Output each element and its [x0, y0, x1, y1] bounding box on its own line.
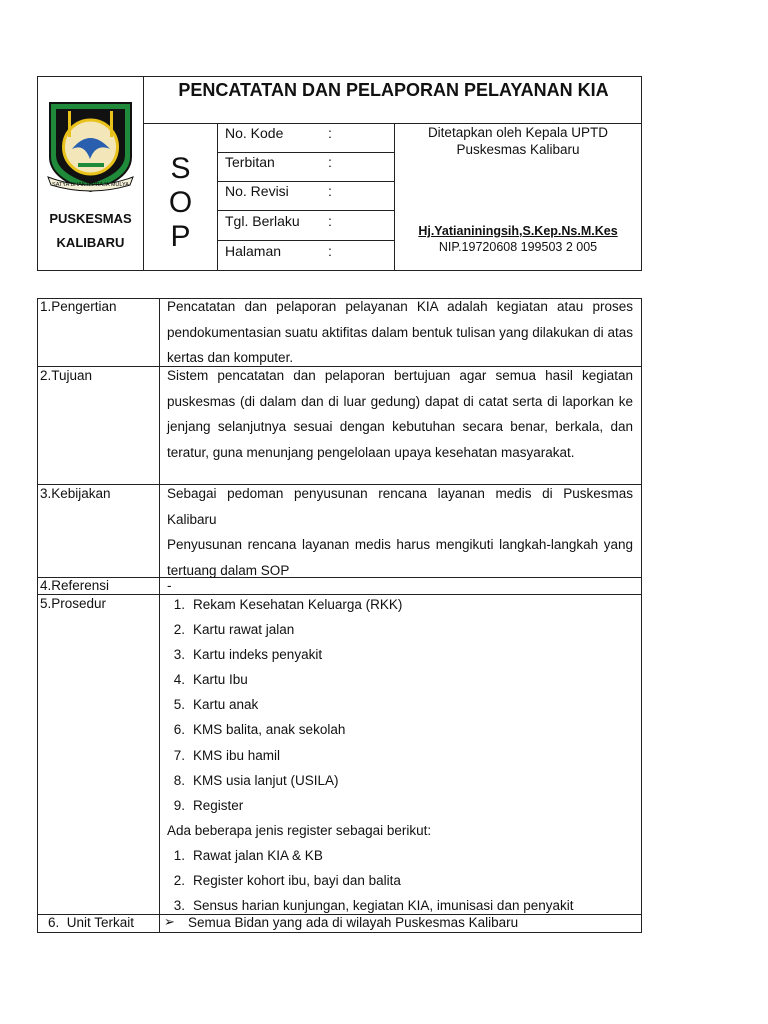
row-label-prosedur: 5.Prosedur: [40, 596, 107, 611]
field-label-tgl-berlaku: Tgl. Berlaku: [225, 213, 300, 229]
arrow-bullet-icon: ➢: [164, 914, 175, 929]
list-item: 1. Rawat jalan KIA & KB: [173, 847, 323, 863]
logo-motto: SATYA BHAKTI PRAJA MULYA: [52, 182, 129, 188]
row-text-kebijakan-2: Penyusunan rencana layanan medis harus mengikuti langkah-langkah yang tertuang dalam SOP: [167, 537, 633, 578]
list-item: 1. Rekam Kesehatan Keluarga (RKK): [173, 597, 403, 612]
row-label-pengertian: 1.Pengertian: [40, 299, 117, 314]
list-item: 3. Kartu indeks penyakit: [173, 647, 323, 663]
signatory-name: Hj.Yatianiningsih,S.Kep.Ns.M.Kes: [418, 224, 618, 238]
row-text-pengertian: Pencatatan dan pelaporan pelayanan KIA adalah kegiatan atau proses pendokumentasian suatu aktifitas dalam bentuk tulisan yang dilakukan di atas kertas dan komputer.: [167, 299, 633, 365]
sop-letter-p: P: [170, 220, 191, 253]
register-intro: Ada beberapa jenis register sebagai berikut:: [167, 822, 432, 838]
sop-letter-o: O: [168, 186, 193, 219]
field-colon: :: [328, 125, 332, 141]
org-name-line2: KALIBARU: [56, 235, 125, 250]
sop-letters: [144, 152, 217, 254]
field-colon: :: [328, 243, 332, 259]
row-text-tujuan: Sistem pencatatan dan pelaporan bertujuan agar semua hasil kegiatan puskesmas (di dalam dan di luar gedung) dapat di catat serta di laporkan ke jenjang selanjutnya sesuai dengan kebutuhan secara benar, berkala, dan teratur, guna menunjang pengelolaan upaya kesehatan masyarakat.: [167, 368, 633, 460]
field-colon: :: [328, 213, 332, 229]
list-item: 9. Register: [173, 797, 244, 813]
header-divider-2: [217, 123, 218, 271]
field-line: [217, 240, 394, 241]
list-item: 2. Register kohort ibu, bayi dan balita: [173, 873, 401, 889]
field-line: [217, 181, 394, 182]
prosedur-list: [161, 592, 636, 918]
approval-line1: Ditetapkan oleh Kepala UPTD: [427, 125, 609, 140]
list-item: 4. Kartu Ibu: [173, 672, 248, 688]
header-title-divider: [143, 123, 642, 124]
list-item: 7. KMS ibu hamil: [173, 747, 281, 763]
row-text-kebijakan-1: Sebagai pedoman penyusunan rencana layanan medis di Puskesmas Kalibaru: [167, 486, 633, 527]
sop-letter-s: S: [170, 152, 191, 185]
list-item: 3. Sensus harian kunjungan, kegiatan KIA, imunisasi dan penyakit: [173, 898, 574, 914]
row-text-referensi: -: [167, 578, 172, 593]
document-title: PENCATATAN DAN PELAPORAN PELAYANAN KIA: [178, 80, 609, 100]
puskesmas-logo: [44, 97, 137, 195]
field-label-halaman: Halaman: [225, 243, 282, 259]
org-name-line1: PUSKESMAS: [49, 211, 132, 226]
row-label-kebijakan: 3.Kebijakan: [40, 486, 111, 501]
field-line: [217, 152, 394, 153]
field-colon: :: [328, 154, 332, 170]
signatory-nip: NIP.19720608 199503 2 005: [438, 240, 598, 254]
field-colon: :: [328, 183, 332, 199]
list-item: 6. KMS balita, anak sekolah: [173, 722, 346, 738]
row-label-referensi: 4.Referensi: [40, 578, 110, 593]
body-column-divider: [159, 298, 160, 933]
field-label-no-kode: No. Kode: [225, 125, 284, 141]
header-divider-3: [394, 123, 395, 271]
row-text-unit-terkait: Semua Bidan yang ada di wilayah Puskesmas Kalibaru: [188, 915, 519, 930]
list-item: 2. Kartu rawat jalan: [173, 622, 295, 638]
list-item: 8. KMS usia lanjut (USILA): [173, 772, 339, 788]
row-label-unit-terkait: 6. Unit Terkait: [48, 915, 135, 930]
field-label-no-revisi: No. Revisi: [225, 183, 289, 199]
field-line: [217, 210, 394, 211]
approval-line2: Puskesmas Kalibaru: [456, 142, 580, 157]
list-item: 5. Kartu anak: [173, 697, 259, 713]
field-label-terbitan: Terbitan: [225, 154, 275, 170]
row-label-tujuan: 2.Tujuan: [40, 368, 93, 383]
